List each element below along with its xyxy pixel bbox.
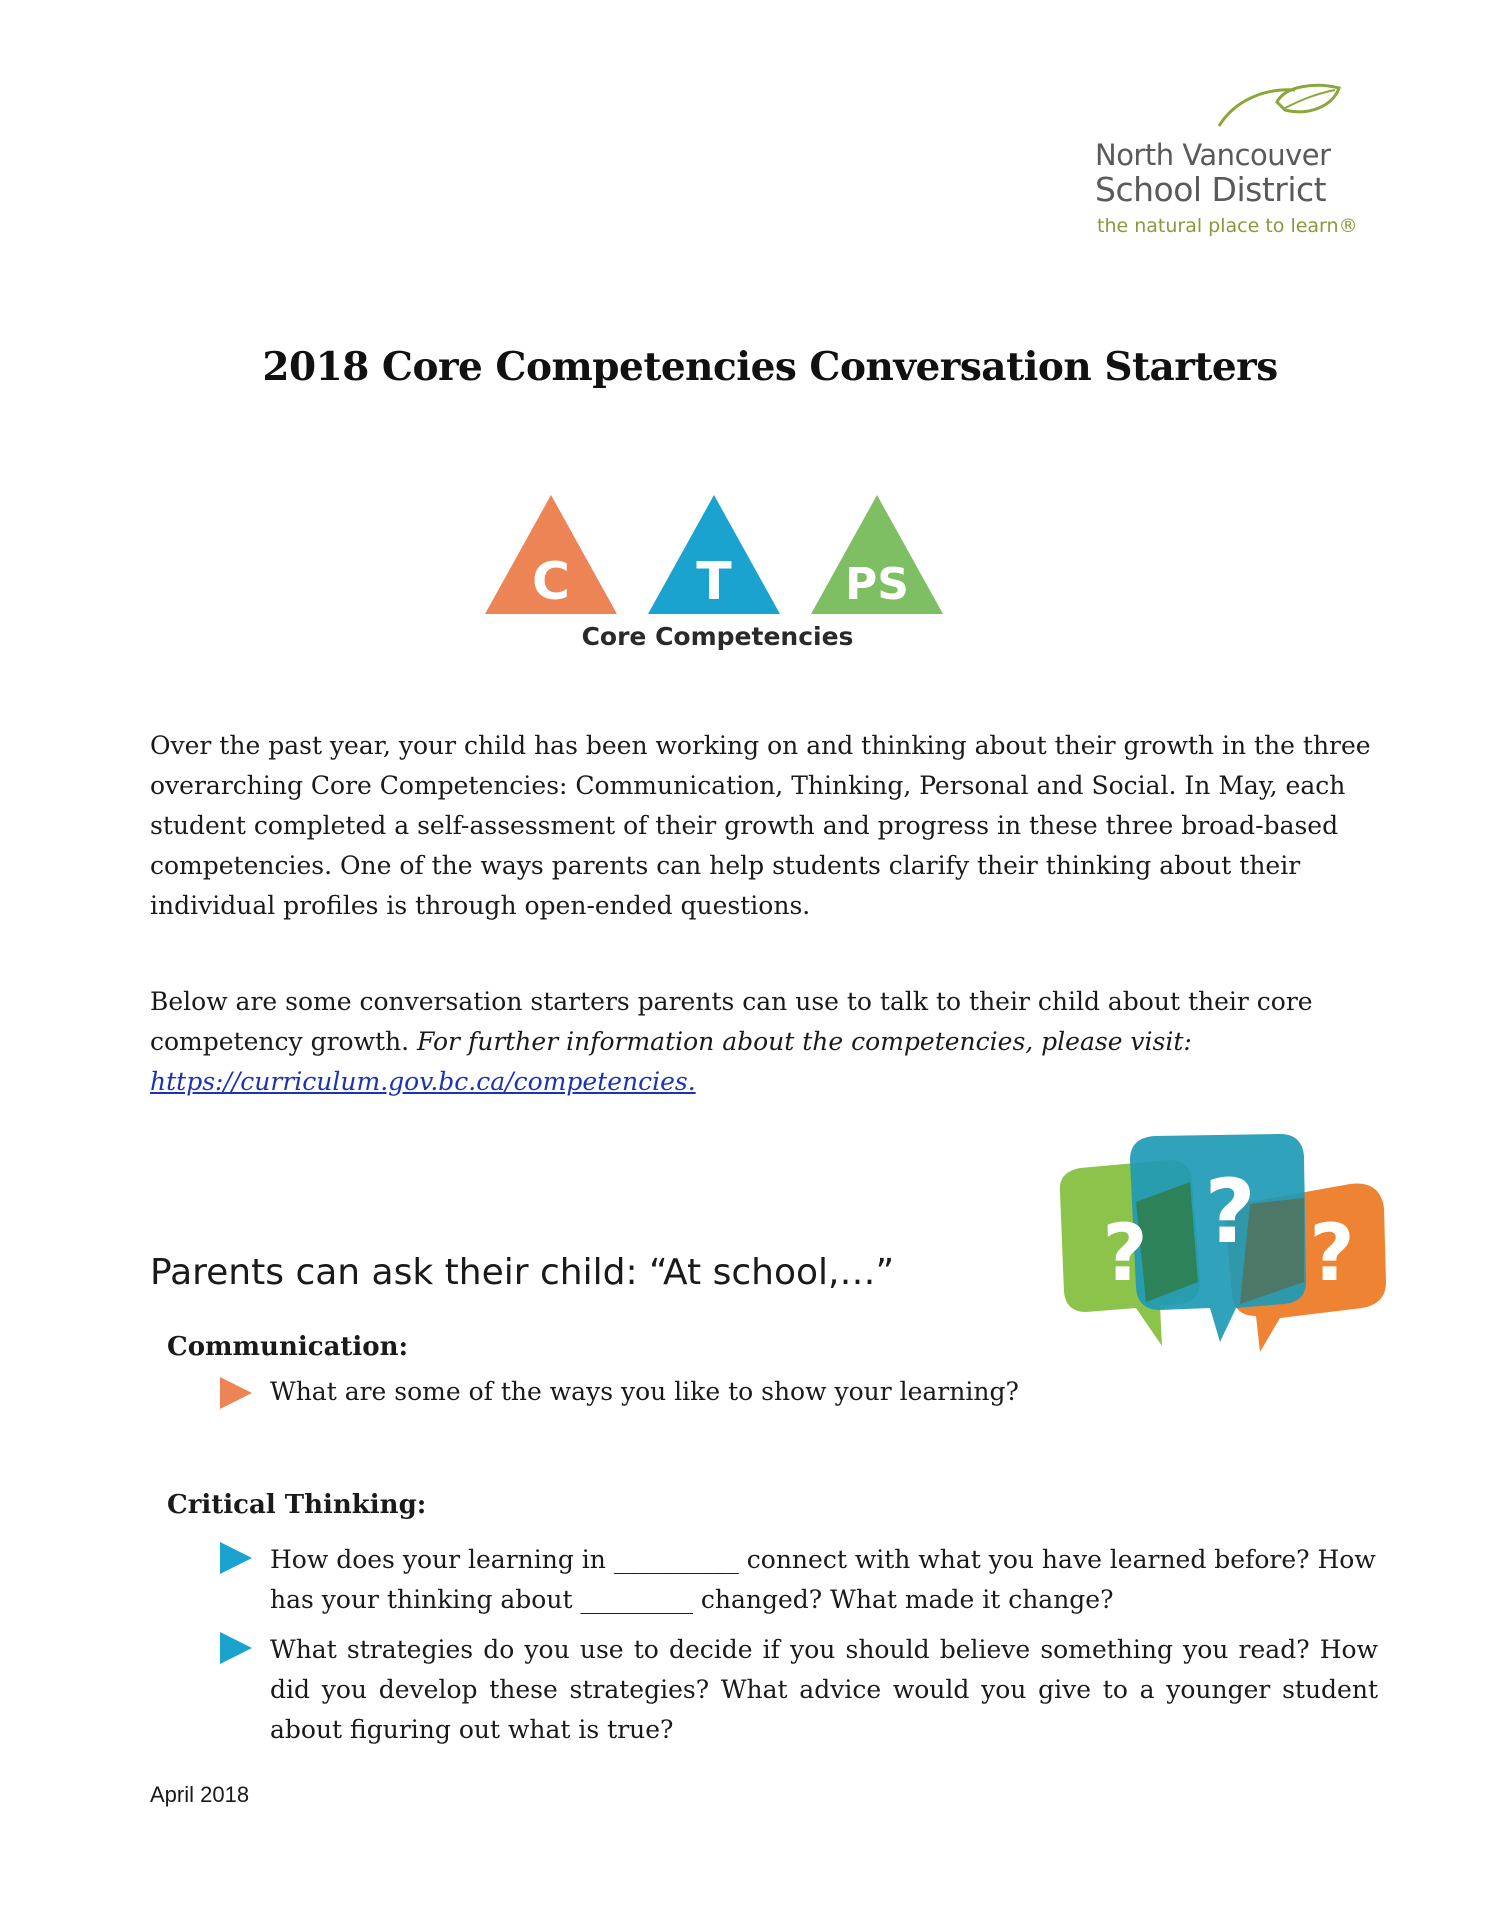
triangle-letter-ps: PS <box>845 559 909 610</box>
logo-line-2: School District <box>1095 170 1327 209</box>
communication-heading: Communication: <box>167 1332 409 1362</box>
competencies-link[interactable]: https://curriculum.gov.bc.ca/competencies. <box>150 1067 696 1096</box>
orange-triangle-bullet-icon <box>218 1375 254 1411</box>
blue-triangle-bullet-icon <box>218 1540 254 1576</box>
info-paragraph <box>150 982 1380 1102</box>
logo-line-1: North Vancouver <box>1095 138 1331 172</box>
blue-triangle-bullet-icon <box>218 1630 254 1666</box>
leaf-icon <box>1215 82 1345 132</box>
critical-thinking-heading: Critical Thinking: <box>167 1490 427 1520</box>
critical-thinking-question-2: What strategies do you use to decide if you should believe something you read? How did you develop these strategies? What advice would you give to a younger student about figuring out what is true? <box>270 1635 1378 1744</box>
question-mark-teal: ? <box>1204 1160 1256 1263</box>
critical-thinking-question-1: How does your learning in __________ connect with what you have learned before? How has your thinking about _________ changed? What made it change? <box>270 1545 1376 1614</box>
question-bubbles-illustration <box>1050 1132 1390 1372</box>
intro-paragraph: Over the past year, your child has been working on and thinking about their growth in the three overarching Core Competencies: Communication, Thinking, Personal and Social. In May, each student completed a self-assessment of their growth and progress in these three broad-based competencies. One of the ways parents can help students clarify their thinking about their individual profiles is through open-ended questions. <box>150 731 1371 920</box>
question-mark-green: ? <box>1102 1209 1148 1299</box>
question-mark-orange: ? <box>1309 1209 1355 1299</box>
core-competencies-caption: Core Competencies <box>581 622 854 651</box>
footer-date: April 2018 <box>150 1782 250 1807</box>
communication-question: What are some of the ways you like to show your learning? <box>270 1377 1019 1406</box>
triangle-letter-t: T <box>696 552 732 612</box>
page-title: 2018 Core Competencies Conversation Starters <box>262 344 1278 390</box>
district-logo <box>1095 82 1395 242</box>
info-italic: For further information about the competencies, please visit: <box>417 1027 1192 1056</box>
parents-heading: Parents can ask their child: “At school,…” <box>150 1252 895 1293</box>
triangle-letter-c: C <box>531 552 571 612</box>
logo-tagline: the natural place to learn® <box>1097 215 1358 237</box>
info-text: Below are some conversation starters parents can use to talk to their child about their core competency growth. <box>150 987 1313 1056</box>
